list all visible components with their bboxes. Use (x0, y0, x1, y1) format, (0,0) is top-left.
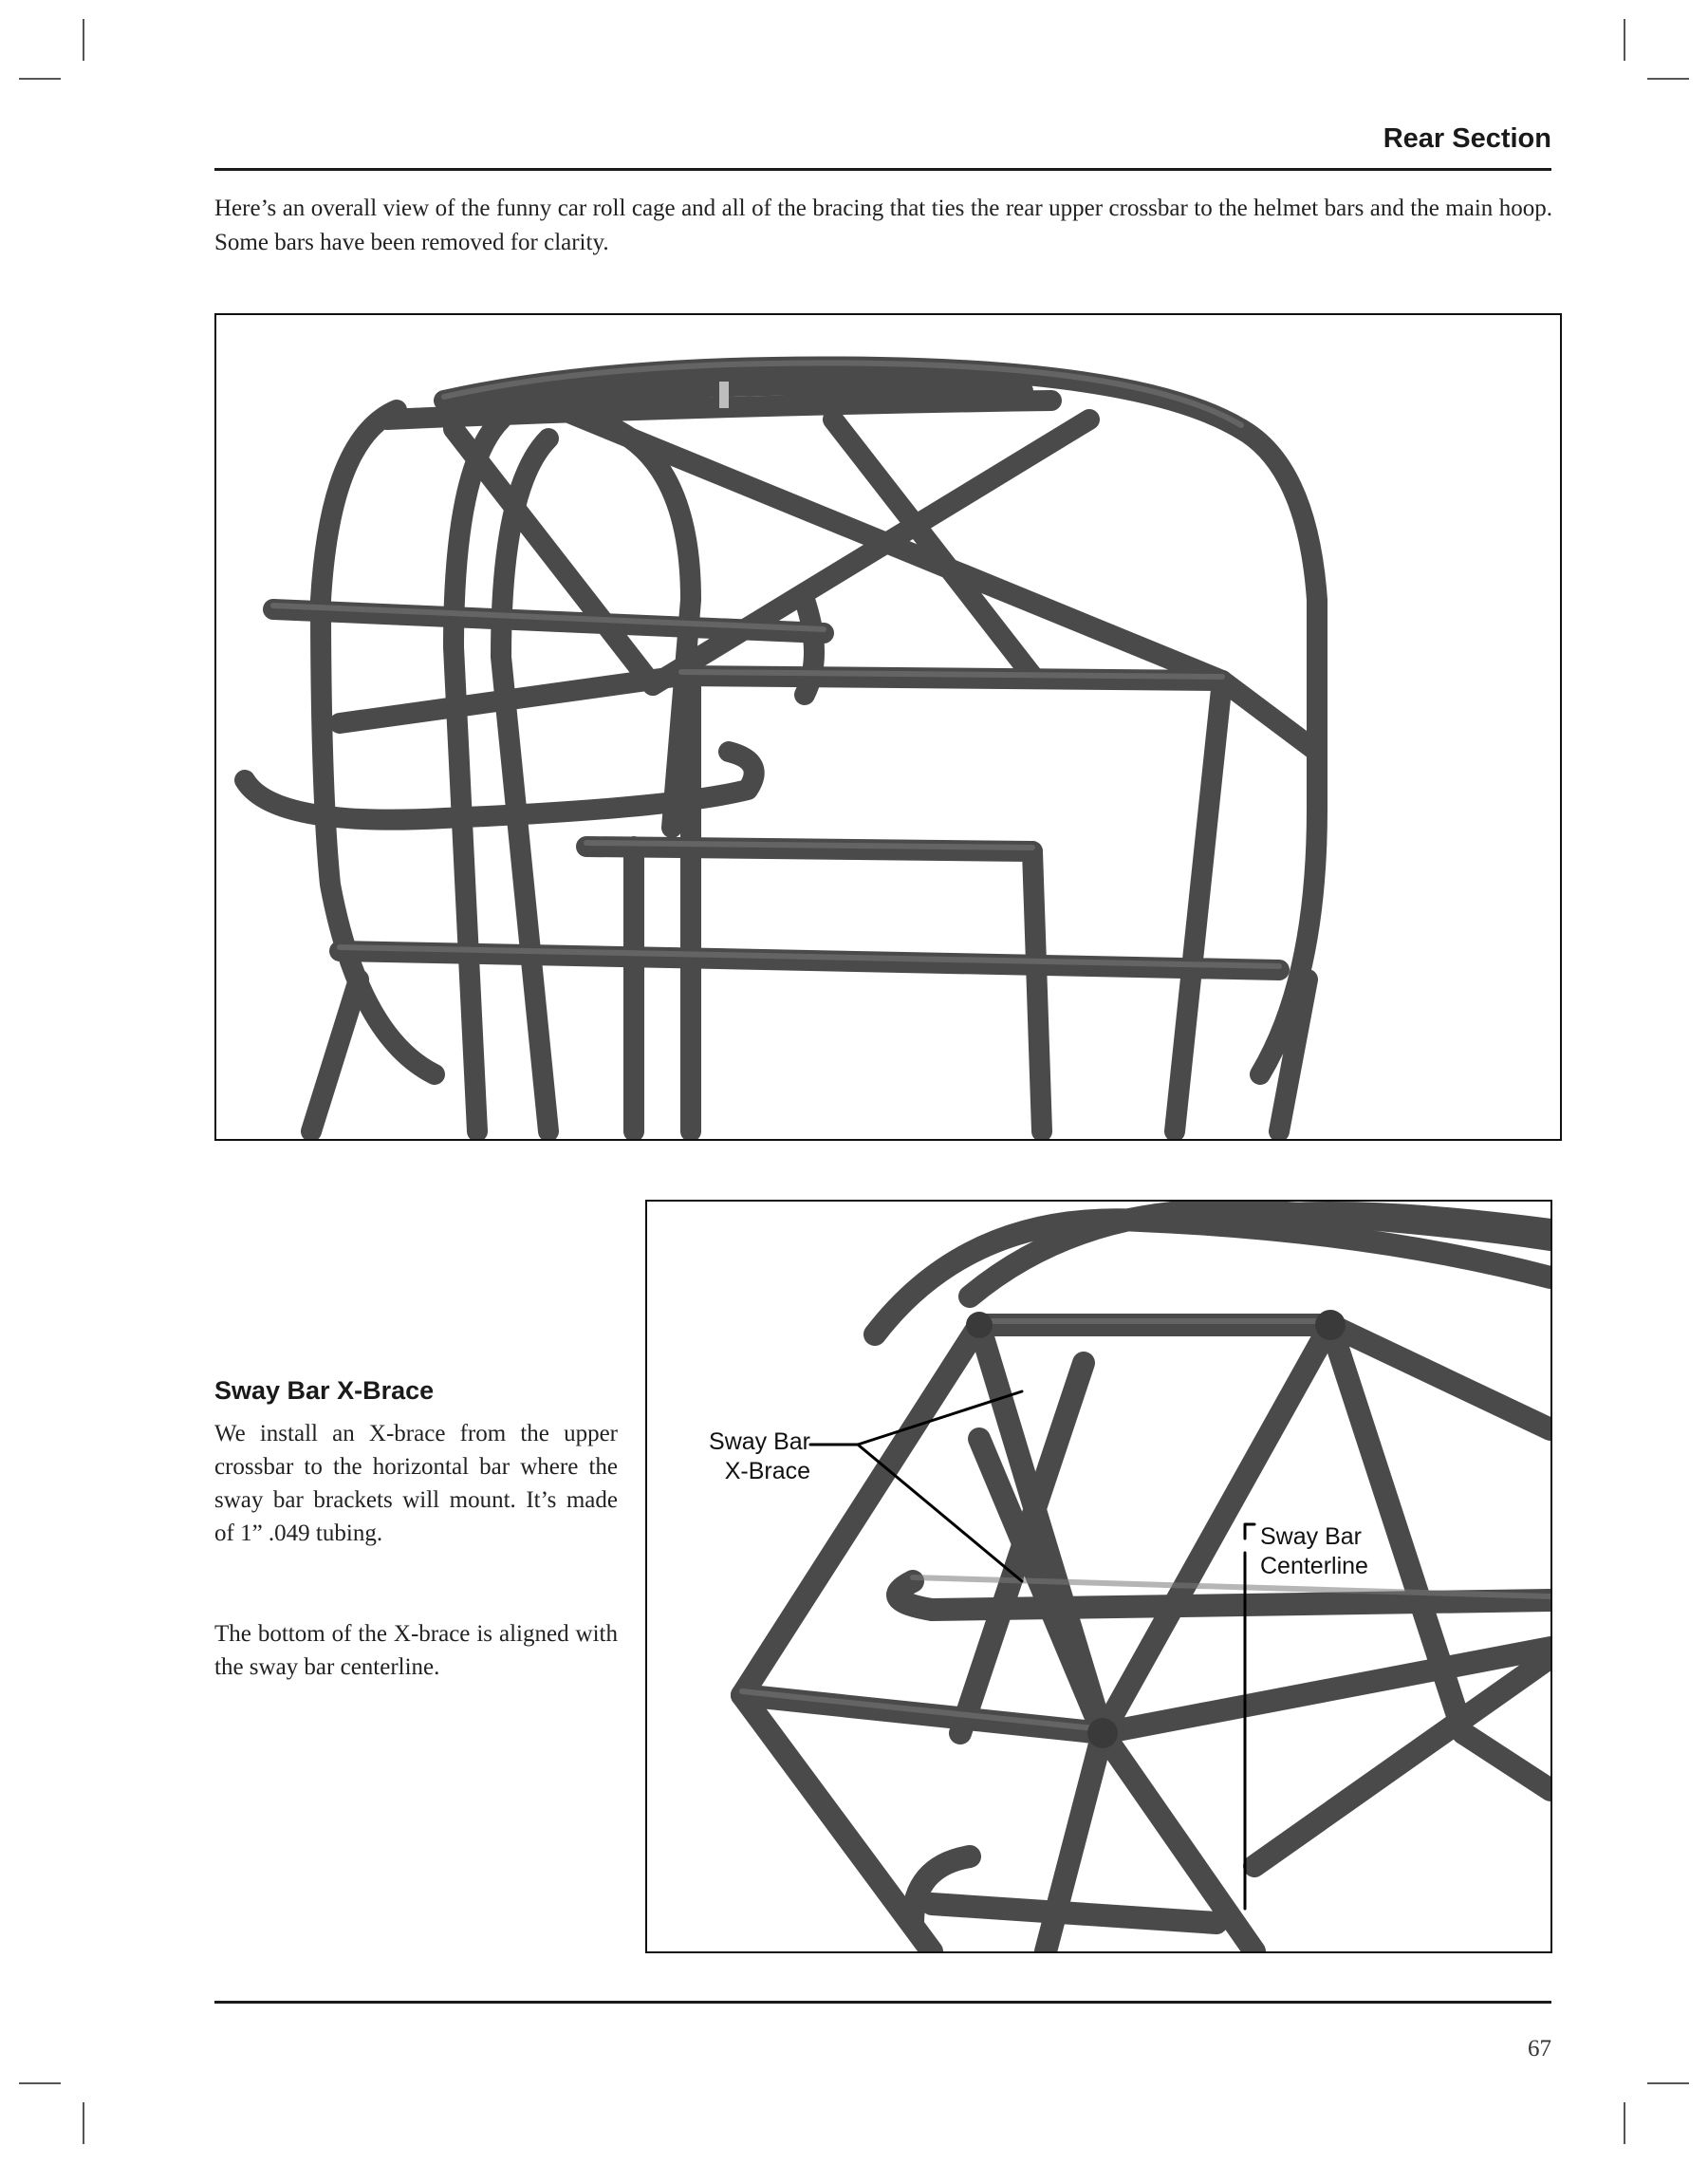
sidebar-heading: Sway Bar X-Brace (214, 1376, 435, 1405)
crop-mark (1624, 19, 1625, 61)
crop-mark (19, 2082, 61, 2084)
intro-paragraph: Here’s an overall view of the funny car roll cage and all of the bracing that ties the rear upper crossbar to the helmet bars and the main hoop. Some bars have been removed for clarity. (214, 196, 1552, 255)
xbrace-callout-line-1: Sway Bar (709, 1428, 810, 1455)
page-number: 67 (1528, 2036, 1551, 2061)
crop-mark (83, 2102, 84, 2144)
crop-mark (83, 19, 84, 61)
crop-mark (1624, 2102, 1625, 2144)
centerline-callout-line-2: Centerline (1260, 1553, 1368, 1579)
roll-cage-overview-illustration (216, 315, 1560, 1139)
header-rule (214, 168, 1551, 171)
centerline-callout (1260, 1522, 1368, 1581)
xbrace-callout (683, 1427, 810, 1486)
roll-cage-overview-photo (214, 313, 1562, 1141)
crop-mark (1647, 78, 1689, 80)
xbrace-callout-line-2: X-Brace (724, 1458, 810, 1484)
section-title: Rear Section (1383, 123, 1551, 154)
sway-bar-xbrace-illustration (647, 1202, 1550, 1951)
crop-mark (1647, 2082, 1689, 2084)
sidebar-paragraph-1: We install an X-brace from the upper crossbar to the horizontal bar where the sway bar brackets will mount. It’s made of 1” .049 tubing. (214, 1421, 618, 1546)
crop-mark (19, 78, 61, 80)
centerline-callout-line-1: Sway Bar (1260, 1523, 1362, 1550)
sidebar-paragraph-2: The bottom of the X-brace is aligned with the sway bar centerline. (214, 1621, 618, 1680)
sway-bar-xbrace-photo (645, 1200, 1552, 1953)
footer-rule (214, 2001, 1551, 2004)
